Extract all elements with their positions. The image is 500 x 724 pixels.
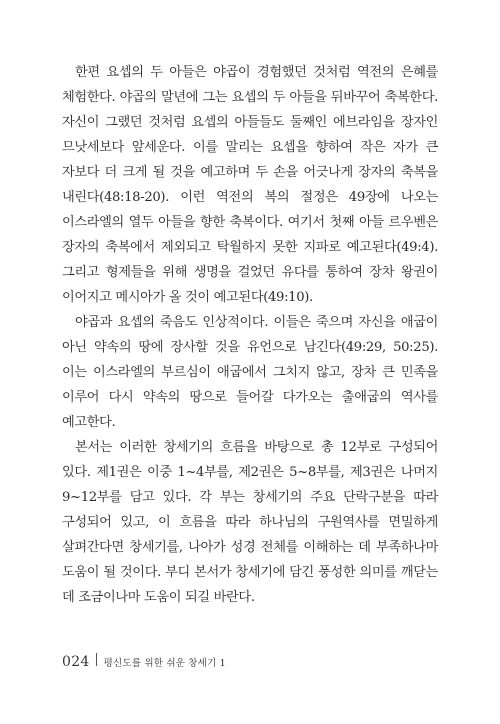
paragraph-1: 한편 요셉의 두 아들은 야곱이 경험했던 것처럼 역전의 은혜를 체험한다. 야곱의 말년에 그는 요셉의 두 아들을 뒤바꾸어 축복한다. 자신이 그랬던 것처럼 요셉의 아들들도 둘째인 에브라임을 장자인 므낫세보다 앞세운다. 이를 말리는 요셉을 향하여 작은 자가 큰 자보다 더 크게 될 것을 예고하며 두 손을 어긋나게 장자의 축복을 내린다(48:18-20). 이런 역전의 복의 절정은 49장에 나오는 이스라엘의 열두 아들을 향한 축복이다. 여기서 첫째 아들 르우벤은 장자의 축복에서 제외되고 탁월하지 못한 지파로 예고된다(49:4). 그리고 형제들을 위해 생명을 걸었던 유다를 통하여 장차 왕권이 이어지고 메시아가 올 것이 예고된다(49:10). bbox=[62, 65, 438, 305]
paragraph-3: 본서는 이러한 창세기의 흐름을 바탕으로 총 12부로 구성되어 있다. 제1권은 이중 1~4부를, 제2권은 5~8부를, 제3권은 나머지 9~12부를 담고 있다. 각 부는 창세기의 주요 단락구분을 따라 구성되어 있고, 이 흐름을 따라 하나님의 구원역사를 면밀하게 살펴간다면 창세기를, 나아가 성경 전체를 이해하는 데 부족하나마 도움이 될 것이다. 부디 본서가 창세기에 담긴 풍성한 의미를 깨닫는 데 조금이나마 도움이 되길 바란다. bbox=[62, 440, 438, 605]
page-footer bbox=[62, 654, 226, 670]
page-number: 024 bbox=[62, 654, 90, 670]
running-title: 평신도를 위한 쉬운 창세기 1 bbox=[103, 658, 226, 669]
footer-separator bbox=[96, 653, 97, 666]
body-text bbox=[62, 60, 438, 610]
paragraph-2: 야곱과 요셉의 죽음도 인상적이다. 이들은 죽으며 자신을 애굽이 아닌 약속의 땅에 장사할 것을 유언으로 남긴다(49:29, 50:25). 이는 이스라엘의 부르심이 애굽에서 그치지 않고, 장차 큰 민족을 이루어 다시 약속의 땅으로 들어갈 다가오는 출애굽의 역사를 예고한다. bbox=[62, 315, 438, 430]
